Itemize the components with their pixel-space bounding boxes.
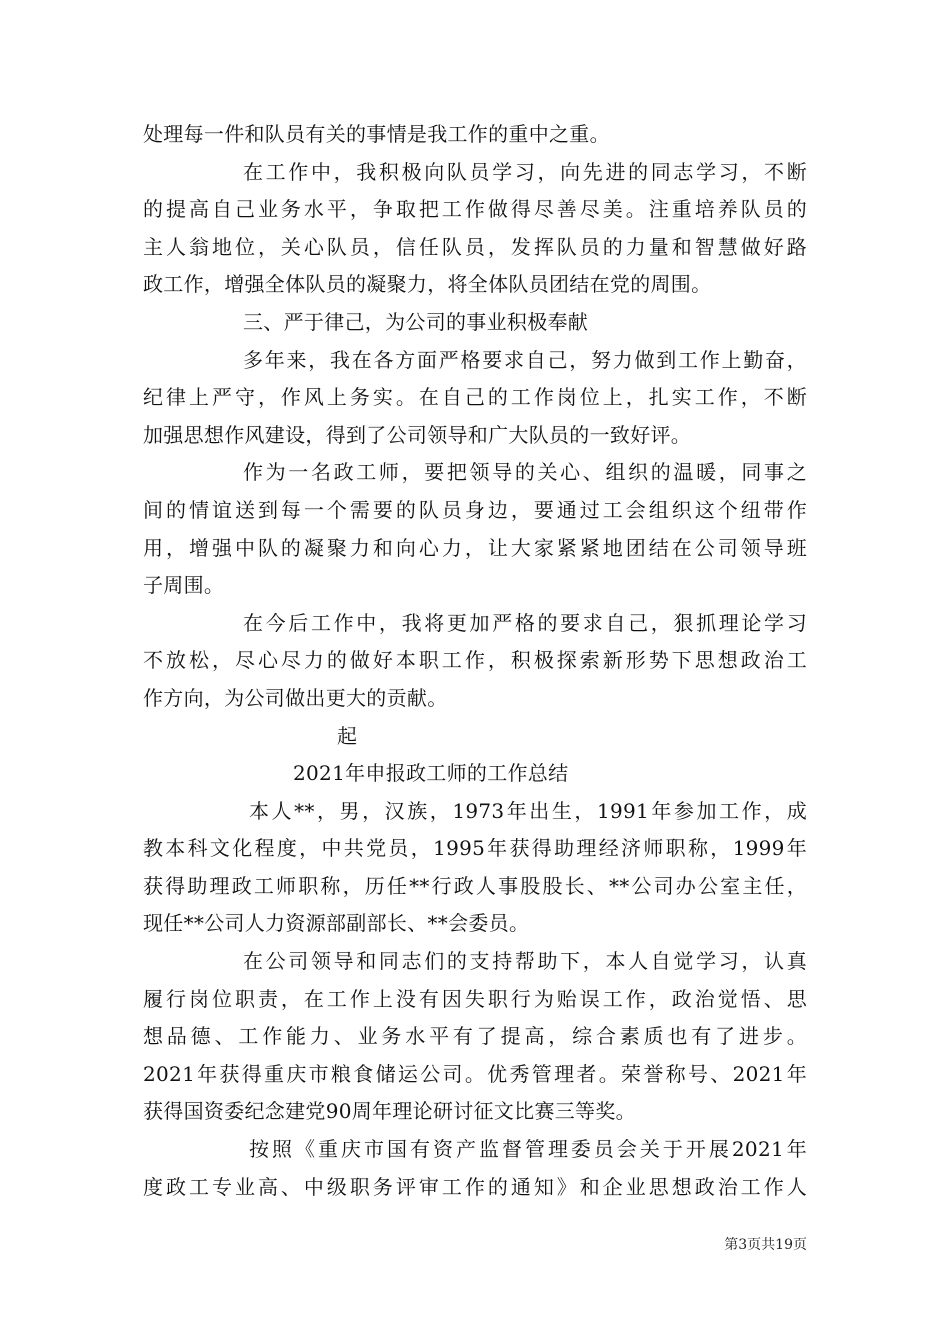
paragraph-line: 2021年获得重庆市粮食储运公司。优秀管理者。荣誉称号、2021年 [143, 1061, 807, 1086]
paragraph-line: 获得助理政工师职称，历任**行政人事股股长、**公司办公室主任， [143, 873, 807, 898]
paragraph-line: 间的情谊送到每一个需要的队员身边，要通过工会组织这个纽带作 [143, 497, 807, 522]
paragraph-line: 本人**，男，汉族，1973年出生，1991年参加工作，成 [249, 798, 807, 823]
paragraph-line: 在工作中，我积极向队员学习，向先进的同志学习，不断 [243, 159, 807, 184]
paragraph-line: 加强思想作风建设，得到了公司领导和广大队员的一致好评。 [143, 422, 692, 447]
separator-marker: 起 [337, 723, 358, 748]
paragraph-line: 获得国资委纪念建党90周年理论研讨征文比赛三等奖。 [143, 1099, 636, 1124]
document-title: 2021年申报政工师的工作总结 [293, 761, 569, 786]
paragraph-line: 在今后工作中，我将更加严格的要求自己，狠抓理论学习 [243, 610, 807, 635]
paragraph-line: 履行岗位职责，在工作上没有因失职行为贻误工作，政治觉悟、思 [143, 986, 807, 1011]
paragraph-line: 多年来，我在各方面严格要求自己，努力做到工作上勤奋， [243, 347, 807, 372]
paragraph-line: 纪律上严守，作风上务实。在自己的工作岗位上，扎实工作，不断 [143, 385, 807, 410]
section-heading: 三、严于律己，为公司的事业积极奉献 [243, 309, 589, 334]
paragraph-line: 用，增强中队的凝聚力和向心力，让大家紧紧地团结在公司领导班 [143, 535, 807, 560]
paragraph-line: 按照《重庆市国有资产监督管理委员会关于开展2021年 [249, 1137, 807, 1162]
paragraph-line: 现任**公司人力资源部副部长、**会委员。 [143, 911, 530, 936]
paragraph-line: 不放松，尽心尽力的做好本职工作，积极探索新形势下思想政治工 [143, 648, 807, 673]
paragraph-line: 想品德、工作能力、业务水平有了提高，综合素质也有了进步。 [143, 1024, 807, 1049]
paragraph-line: 的提高自己业务水平，争取把工作做得尽善尽美。注重培养队员的 [143, 197, 807, 222]
document-body [143, 116, 807, 1206]
paragraph-line: 子周围。 [143, 573, 225, 598]
paragraph-line: 作为一名政工师，要把领导的关心、组织的温暖，同事之 [243, 460, 807, 485]
paragraph-line: 教本科文化程度，中共党员，1995年获得助理经济师职称，1999年 [143, 836, 807, 861]
paragraph-line: 在公司领导和同志们的支持帮助下，本人自觉学习，认真 [243, 949, 807, 974]
paragraph-line: 度政工专业高、中级职务评审工作的通知》和企业思想政治工作人 [143, 1174, 807, 1199]
page-number: 第3页共19页 [724, 1237, 807, 1253]
paragraph-line: 作方向，为公司做出更大的贡献。 [143, 685, 448, 710]
paragraph-line: 政工作，增强全体队员的凝聚力，将全体队员团结在党的周围。 [143, 272, 712, 297]
paragraph-line: 主人翁地位，关心队员，信任队员，发挥队员的力量和智慧做好路 [143, 234, 807, 259]
paragraph-line: 处理每一件和队员有关的事情是我工作的重中之重。 [143, 122, 610, 146]
